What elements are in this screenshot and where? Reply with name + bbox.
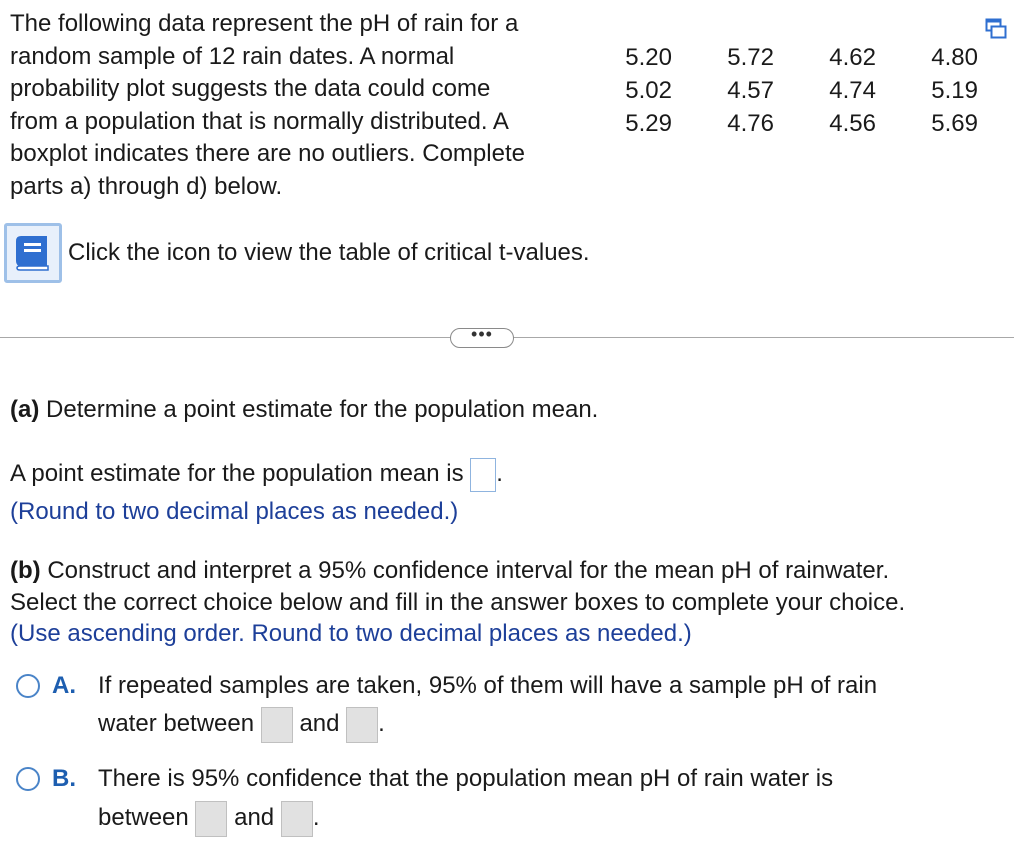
critical-t-values-link[interactable]	[4, 223, 62, 283]
data-cell: 4.76	[727, 110, 774, 137]
data-cell: 5.69	[931, 110, 978, 137]
more-button[interactable]: •••	[450, 328, 514, 348]
problem-line: parts a) through d) below.	[10, 172, 283, 200]
choice-b-and: and	[234, 804, 275, 831]
choice-b-answer-line	[98, 798, 319, 838]
choice-b-radio[interactable]	[16, 767, 40, 791]
data-row	[600, 41, 978, 74]
choice-a-lower-input[interactable]	[261, 707, 293, 743]
choice-a-upper-input[interactable]	[346, 707, 378, 743]
critical-t-values-text[interactable]: Click the icon to view the table of critical t-values.	[68, 239, 590, 266]
choice-a-prefix: water between	[98, 710, 255, 737]
problem-line: random sample of 12 rain dates. A normal	[10, 42, 455, 70]
part-b-heading	[10, 555, 889, 587]
data-cell: 4.80	[931, 44, 978, 71]
part-a-hint: (Round to two decimal places as needed.)	[10, 498, 459, 525]
problem-line: probability plot suggests the data could come	[10, 75, 491, 102]
data-cell: 5.20	[625, 44, 672, 71]
data-cell: 4.57	[727, 77, 774, 104]
data-row	[600, 74, 978, 107]
problem-line: The following data represent the pH of rain for a	[10, 10, 519, 37]
choice-b-prefix: between	[98, 804, 189, 831]
period: .	[496, 460, 503, 487]
choice-b-letter: B.	[52, 765, 76, 792]
part-a-question: Determine a point estimate for the population mean.	[39, 396, 599, 423]
problem-line: from a population that is normally distributed. A	[10, 107, 509, 135]
part-a-prompt-line	[10, 456, 503, 492]
data-row	[600, 107, 978, 140]
book-icon	[7, 226, 59, 280]
choice-a-letter: A.	[52, 672, 76, 699]
choice-b-text: There is 95% confidence that the population mean pH of rain water is	[98, 765, 834, 792]
part-b-question: Construct and interpret a 95% confidence interval for the mean pH of rainwater.	[40, 557, 890, 584]
popout-icon[interactable]	[985, 18, 1007, 40]
point-estimate-input[interactable]	[470, 458, 496, 492]
choice-a-and: and	[299, 710, 340, 737]
period: .	[312, 804, 320, 831]
data-cell: 5.19	[931, 77, 978, 104]
data-cell: 4.56	[829, 110, 876, 137]
problem-statement	[10, 8, 590, 203]
ph-data-table	[600, 41, 978, 140]
choice-a-radio[interactable]	[16, 674, 40, 698]
data-cell: 5.72	[727, 44, 774, 71]
part-a-heading	[10, 394, 598, 426]
part-b-instructions: Select the correct choice below and fill in the answer boxes to complete your choice.	[10, 589, 906, 616]
part-b-label: (b)	[10, 557, 41, 584]
choice-a-answer-line	[98, 704, 385, 744]
part-b-hint: (Use ascending order. Round to two decimal places as needed.)	[10, 620, 692, 647]
period: .	[378, 710, 385, 737]
choice-b-lower-input[interactable]	[195, 801, 227, 837]
data-cell: 5.29	[625, 110, 672, 137]
problem-line: boxplot indicates there are no outliers. Complete	[10, 140, 525, 167]
part-a-label: (a)	[10, 396, 40, 423]
data-cell: 5.02	[625, 77, 672, 104]
data-cell: 4.62	[829, 44, 876, 71]
part-a-prompt: A point estimate for the population mean is	[10, 460, 464, 487]
data-cell: 4.74	[829, 77, 876, 104]
choice-a-text: If repeated samples are taken, 95% of them will have a sample pH of rain	[98, 672, 878, 699]
choice-b-upper-input[interactable]	[281, 801, 313, 837]
